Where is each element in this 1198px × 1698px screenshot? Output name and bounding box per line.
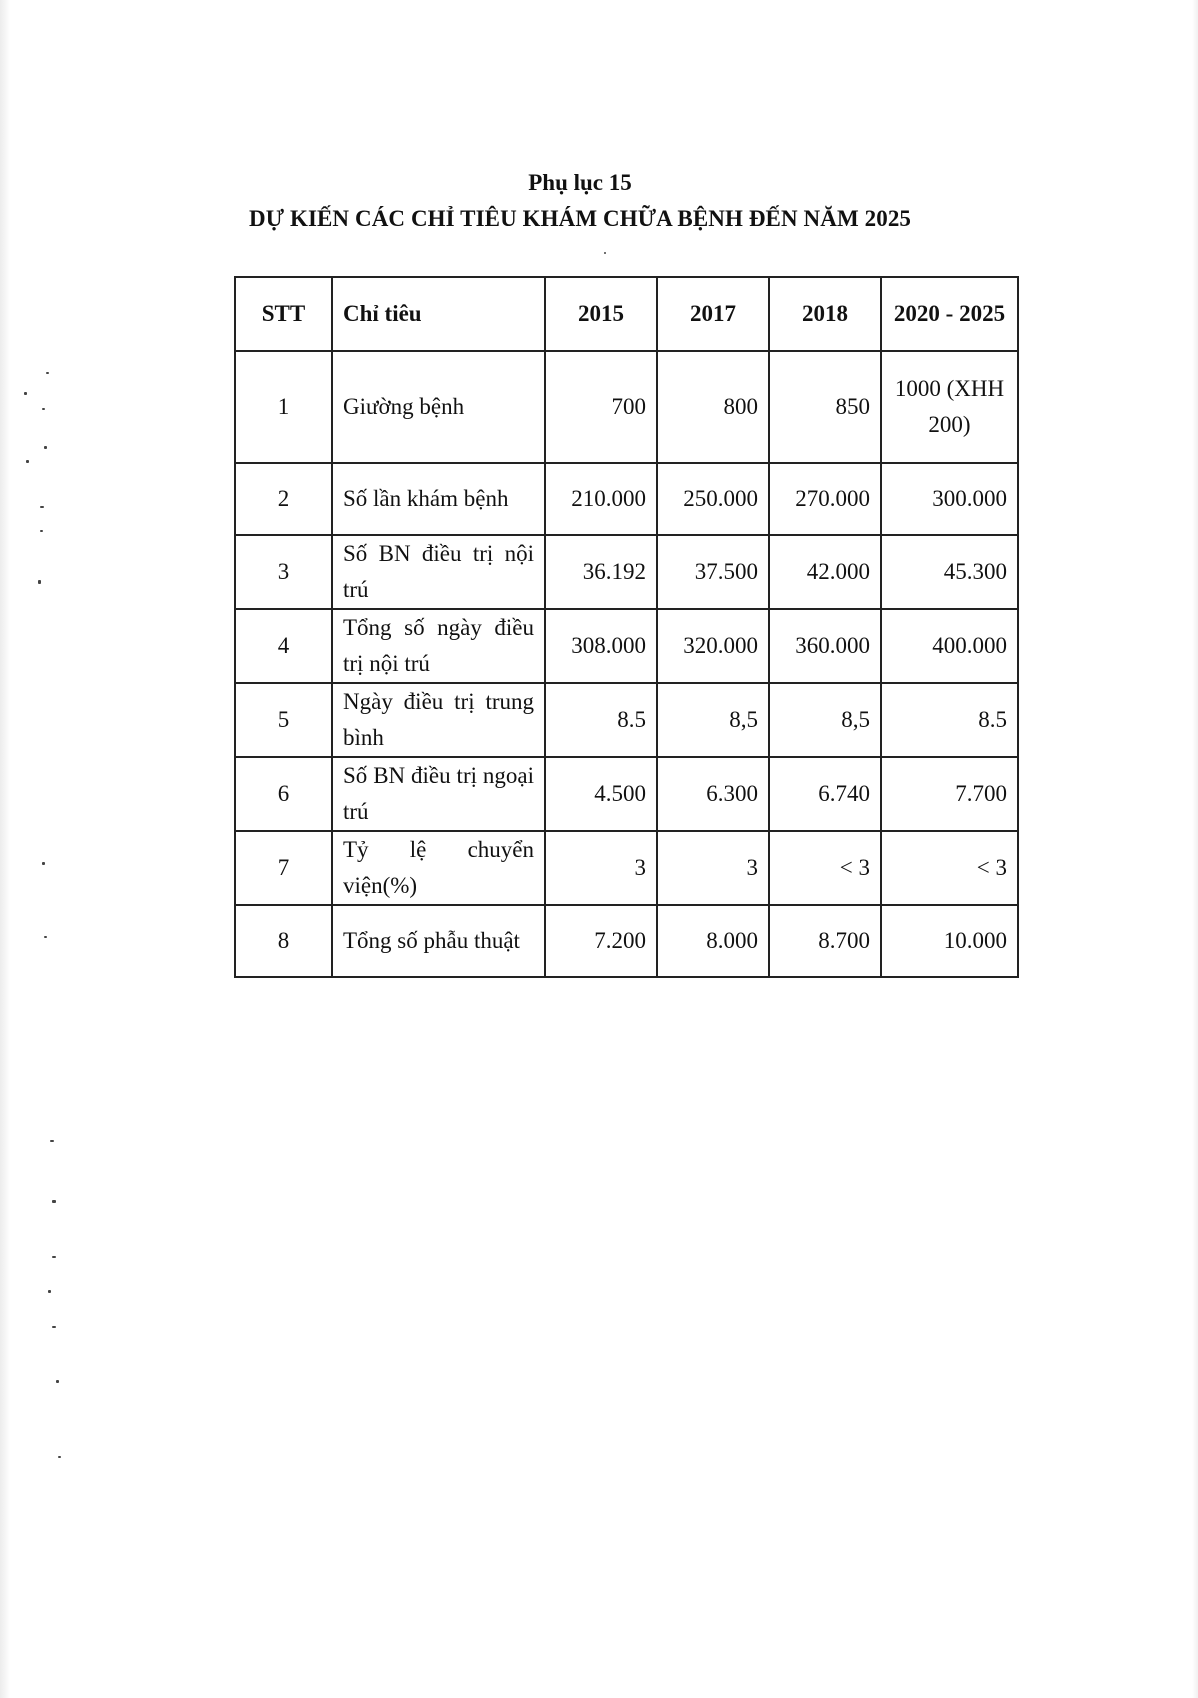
scan-speck [42, 862, 45, 865]
table-header-row [235, 277, 1018, 351]
cell-2018: 270.000 [769, 463, 881, 535]
scan-speck [24, 392, 27, 395]
cell-indicator: Giường bệnh [332, 351, 545, 463]
scan-shadow-left [0, 0, 10, 1698]
cell-2018: < 3 [769, 831, 881, 905]
scan-speck [44, 936, 47, 938]
scan-speck [40, 530, 43, 532]
scan-speck [44, 446, 47, 449]
cell-2015: 7.200 [545, 905, 657, 977]
table-row [235, 351, 1018, 463]
cell-2015: 4.500 [545, 757, 657, 831]
indicators-table [234, 276, 1019, 978]
cell-2015: 8.5 [545, 683, 657, 757]
cell-stt: 3 [235, 535, 332, 609]
header-2020-2025: 2020 - 2025 [881, 277, 1018, 351]
header-2017: 2017 [657, 277, 769, 351]
header-2018: 2018 [769, 277, 881, 351]
cell-2015: 308.000 [545, 609, 657, 683]
cell-2017: 320.000 [657, 609, 769, 683]
cell-2020-2025: < 3 [881, 831, 1018, 905]
scan-shadow-right [1192, 0, 1198, 1698]
scan-speck [52, 1256, 56, 1258]
cell-2018: 8,5 [769, 683, 881, 757]
appendix-title: Phụ lục 15 [528, 170, 632, 195]
cell-2017: 6.300 [657, 757, 769, 831]
table-row [235, 905, 1018, 977]
cell-stt: 1 [235, 351, 332, 463]
cell-2017: 800 [657, 351, 769, 463]
scan-speck [58, 1456, 61, 1458]
scan-speck [40, 506, 44, 508]
header-stt: STT [235, 277, 332, 351]
cell-stt: 4 [235, 609, 332, 683]
table-row [235, 831, 1018, 905]
table-row [235, 535, 1018, 609]
cell-2020-2025: 1000 (XHH 200) [881, 351, 1018, 463]
scan-speck [56, 1380, 59, 1383]
cell-2017: 37.500 [657, 535, 769, 609]
cell-2020-2025: 400.000 [881, 609, 1018, 683]
header-2015: 2015 [545, 277, 657, 351]
cell-indicator: Số BN điều trị ngoại trú [332, 757, 545, 831]
cell-stt: 7 [235, 831, 332, 905]
scan-speck [48, 1290, 51, 1293]
document-main-title: DỰ KIẾN CÁC CHỈ TIÊU KHÁM CHỮA BỆNH ĐẾN NĂM 2025 [248, 206, 912, 231]
scan-speck [38, 580, 41, 584]
cell-2017: 250.000 [657, 463, 769, 535]
cell-2015: 36.192 [545, 535, 657, 609]
scan-speck [50, 1140, 54, 1142]
scan-speck [42, 408, 45, 410]
scan-speck [52, 1326, 56, 1328]
cell-indicator: Số BN điều trị nội trú [332, 535, 545, 609]
scan-speck [46, 372, 49, 374]
scan-speck [26, 460, 29, 463]
cell-indicator: Tổng số phẫu thuật [332, 905, 545, 977]
cell-2015: 3 [545, 831, 657, 905]
cell-2018: 850 [769, 351, 881, 463]
cell-indicator: Số lần khám bệnh [332, 463, 545, 535]
cell-2017: 8,5 [657, 683, 769, 757]
cell-2015: 700 [545, 351, 657, 463]
cell-stt: 8 [235, 905, 332, 977]
cell-indicator: Ngày điều trị trung bình [332, 683, 545, 757]
cell-2020-2025: 10.000 [881, 905, 1018, 977]
scan-speck [52, 1200, 56, 1203]
cell-2020-2025: 45.300 [881, 535, 1018, 609]
cell-indicator: Tổng số ngày điều trị nội trú [332, 609, 545, 683]
table-row [235, 609, 1018, 683]
cell-2017: 3 [657, 831, 769, 905]
cell-2020-2025: 300.000 [881, 463, 1018, 535]
cell-2015: 210.000 [545, 463, 657, 535]
cell-stt: 5 [235, 683, 332, 757]
cell-stt: 6 [235, 757, 332, 831]
cell-2018: 8.700 [769, 905, 881, 977]
table-row [235, 463, 1018, 535]
cell-2017: 8.000 [657, 905, 769, 977]
table-row [235, 757, 1018, 831]
scan-speck [604, 252, 606, 254]
cell-stt: 2 [235, 463, 332, 535]
cell-2018: 42.000 [769, 535, 881, 609]
cell-2020-2025: 7.700 [881, 757, 1018, 831]
cell-indicator: Tỷ lệ chuyển viện(%) [332, 831, 545, 905]
cell-2020-2025: 8.5 [881, 683, 1018, 757]
table-row [235, 683, 1018, 757]
cell-2018: 6.740 [769, 757, 881, 831]
header-indicator: Chỉ tiêu [332, 277, 545, 351]
cell-2018: 360.000 [769, 609, 881, 683]
